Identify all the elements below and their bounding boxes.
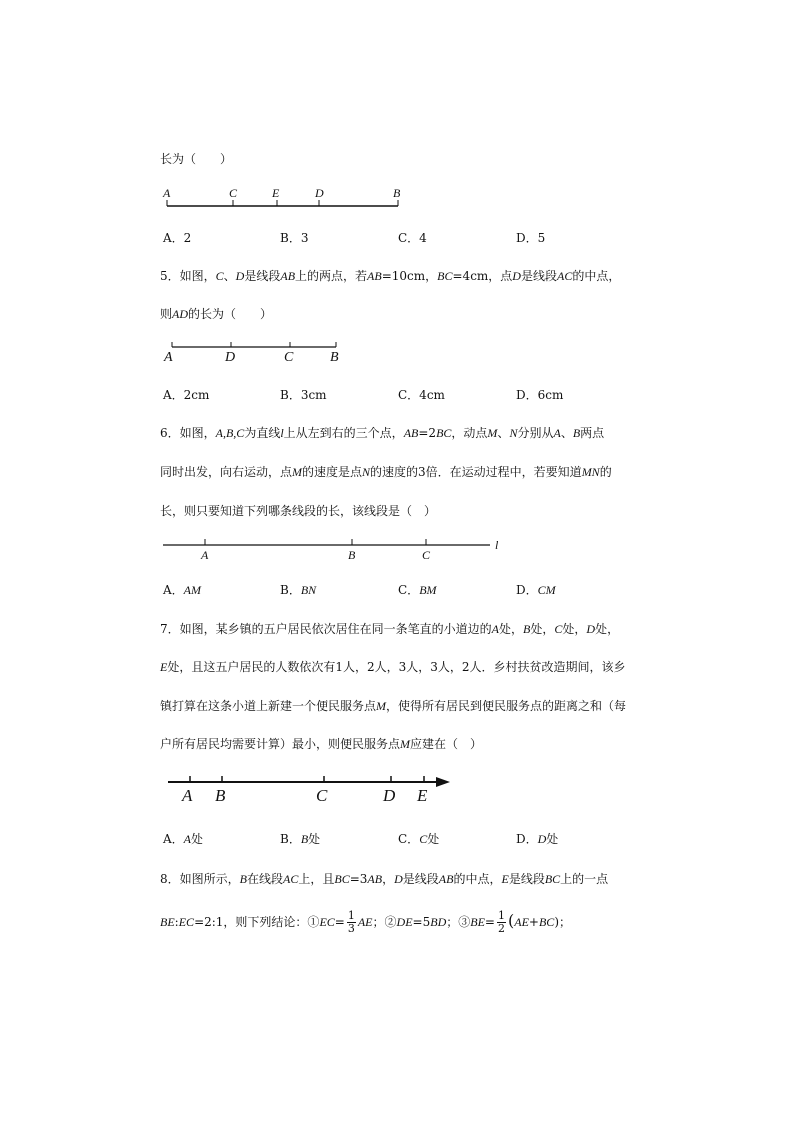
q4-option-a[interactable]: A．2 <box>163 231 192 245</box>
q5-label-a: A <box>164 350 173 365</box>
q6-stem-line1: 6．如图，A,B,C为直线l上从左到右的三个点，AB=2BC，动点M、N分别从A、B两点 <box>160 426 605 440</box>
q5-option-d[interactable]: D．6cm <box>516 388 564 402</box>
q6-label-b: B <box>348 548 356 562</box>
q6-stem-line2: 同时出发，向右运动，点M的速度是点N的速度的3倍．在运动过程中，若要知道MN的 <box>160 465 612 479</box>
q6-label-l: l <box>495 538 499 552</box>
q4-option-d[interactable]: D．5 <box>516 231 546 245</box>
q5-label-c: C <box>284 350 294 365</box>
q7-stem-line1: 7．如图，某乡镇的五户居民依次居住在同一条笔直的小道边的A处，B处，C处，D处， <box>160 622 620 636</box>
q8-stem-line2: BE:EC=2:1，则下列结论：①EC= $\frac{1}{3}$ AE；②DE=5BD；③BE= $\frac{1}{2}$ (AE+BC)； <box>160 909 571 935</box>
q7-label-a: A <box>182 786 193 805</box>
q7-stem-line2: E处，且这五户居民的人数依次有1人，2人，3人，3人，2人．乡村扶贫改造期间，该乡 <box>160 660 626 674</box>
q7-label-b: B <box>215 786 226 805</box>
q8-stem-line1: 8．如图所示，B在线段AC上，且BC=3AB，D是线段AB的中点，E是线段BC上的一点 <box>160 872 609 886</box>
q7-label-d: D <box>383 786 396 805</box>
q5-stem-line1: 5．如图，C、D是线段AB上的两点，若AB=10cm，BC=4cm，点D是线段AC的中点， <box>160 269 621 283</box>
q5-option-a[interactable]: A．2cm <box>163 388 210 402</box>
q5-option-c[interactable]: C．4cm <box>398 388 445 402</box>
q6-option-b[interactable]: B．BN <box>280 583 317 597</box>
q4-stem-end: 长为（ ） <box>160 152 233 166</box>
q5-stem-line2: 则AD的长为（ ） <box>160 307 273 321</box>
q7-arrow-head <box>436 777 450 787</box>
q7-option-d[interactable]: D．D处 <box>516 832 559 846</box>
q4-label-e: E <box>272 186 280 200</box>
q4-label-b: B <box>393 186 401 200</box>
q7-label-e: E <box>417 786 428 805</box>
q6-stem-line3: 长，则只要知道下列哪条线段的长，该线段是（ ） <box>160 504 437 518</box>
q7-stem-line4: 户所有居民均需要计算）最小，则便民服务点M应建在（ ） <box>160 737 483 751</box>
q5-option-b[interactable]: B．3cm <box>280 388 327 402</box>
q6-option-a[interactable]: A．AM <box>163 583 201 597</box>
q4-option-c[interactable]: C．4 <box>398 231 427 245</box>
q4-label-a: A <box>163 186 171 200</box>
q6-option-d[interactable]: D．CM <box>516 583 556 597</box>
q6-label-c: C <box>422 548 431 562</box>
q5-label-d: D <box>225 350 236 365</box>
q4-option-b[interactable]: B．3 <box>280 231 309 245</box>
q8-fraction-one-third: $\frac{1}{3}$ <box>347 909 355 935</box>
q7-label-c: C <box>316 786 328 805</box>
q6-option-c[interactable]: C．BM <box>398 583 437 597</box>
q4-label-c: C <box>229 186 238 200</box>
q7-option-c[interactable]: C．C处 <box>398 832 440 846</box>
q4-label-d: D <box>315 186 324 200</box>
q5-label-b: B <box>330 350 339 365</box>
q8-fraction-one-half: $\frac{1}{2}$ <box>497 909 505 935</box>
q7-stem-line3: 镇打算在这条小道上新建一个便民服务点M，使得所有居民到便民服务点的距离之和（每 <box>160 699 627 713</box>
q6-label-a: A <box>201 548 209 562</box>
q7-option-b[interactable]: B．B处 <box>280 832 321 846</box>
q7-option-a[interactable]: A．A处 <box>163 832 204 846</box>
